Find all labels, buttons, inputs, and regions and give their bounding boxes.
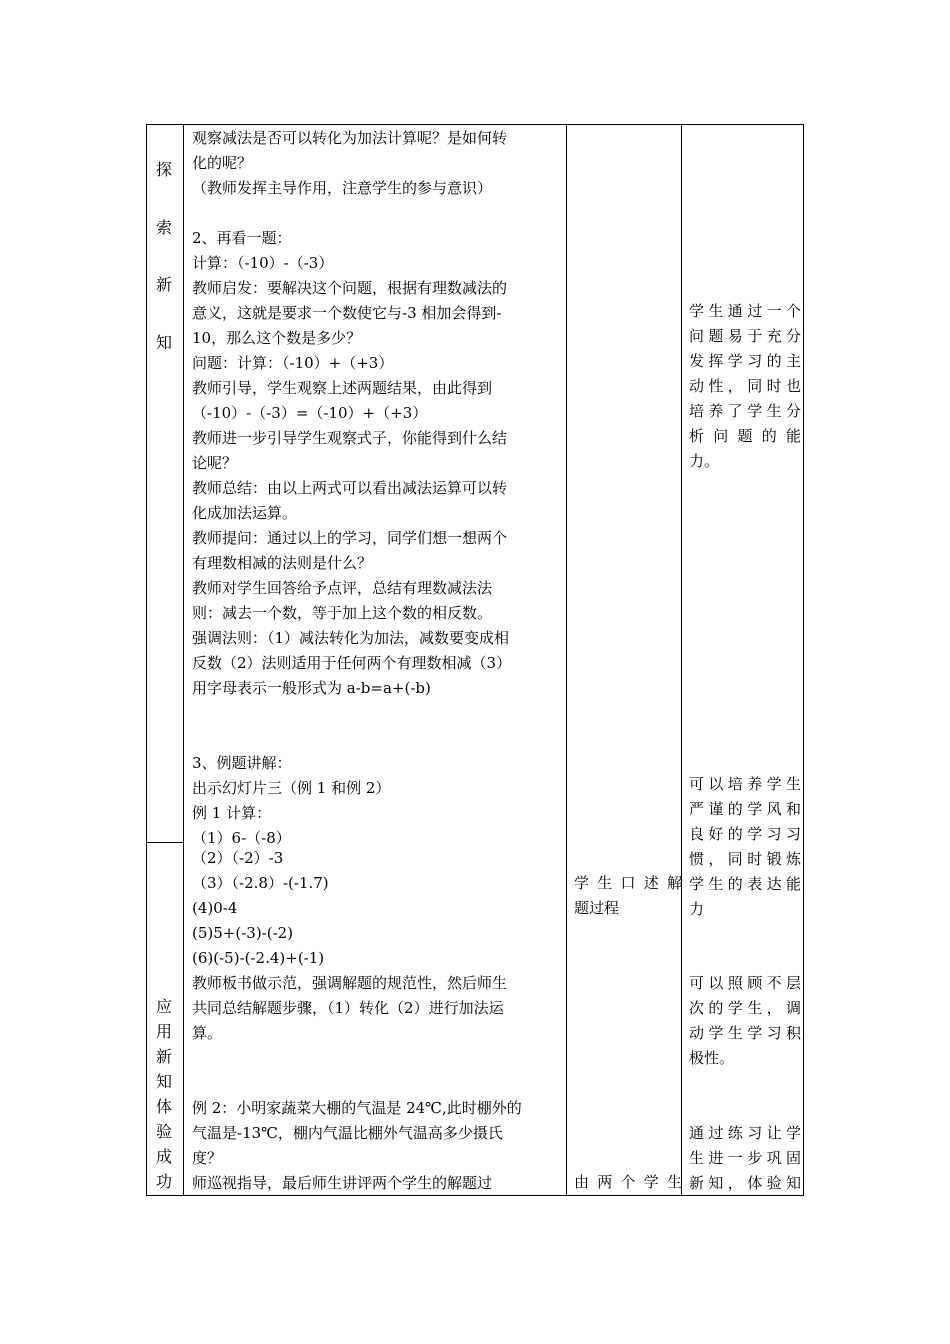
text-line: 10，那么这个数是多少？ — [192, 329, 362, 347]
column-divider-2 — [566, 124, 567, 1196]
stage-char: 新 — [155, 1047, 172, 1066]
stage-char: 新 — [155, 275, 172, 294]
text-line: 通过练习让学 — [689, 1124, 801, 1142]
text-line: 例 2：小明家蔬菜大棚的气温是 24℃,此时棚外的 — [192, 1099, 522, 1117]
text-line: 教师提问：通过以上的学习，同学们想一想两个 — [192, 529, 508, 547]
text-line: (6)(-5)-(-2.4)+(-1) — [192, 949, 325, 967]
text-line: 化成加法运算。 — [192, 504, 298, 522]
text-line: (5)5+(-3)-(-2) — [192, 924, 294, 942]
text-line: 强调法则：（1）减法转化为加法，减数要变成相 — [192, 629, 510, 647]
text-line: 意义，这就是要求一个数使它与-3 相加会得到- — [192, 304, 502, 322]
text-line: 题过程 — [574, 899, 620, 917]
design-intent-rigor — [689, 772, 801, 922]
text-line: 次的学生，调 — [689, 999, 801, 1017]
text-line: 教师总结：由以上两式可以看出减法运算可以转 — [192, 479, 508, 497]
text-line: 共同总结解题步骤，（1）转化（2）进行加法运 — [192, 999, 504, 1017]
text-line: 计算：（-10）-（-3） — [192, 254, 334, 272]
text-line: 可以培养学生 — [689, 775, 801, 793]
text-line: 问题：计算：（-10）+（+3） — [192, 354, 394, 372]
stage-char: 知 — [155, 333, 172, 352]
text-line: 则：减去一个数，等于加上这个数的相反数。 — [192, 604, 493, 622]
stage-row-divider — [146, 842, 184, 843]
stage-char: 索 — [155, 218, 172, 237]
stage-char: 用 — [155, 1022, 172, 1041]
text-line: 极性。 — [689, 1049, 735, 1067]
text-line: （3）（-2.8）-(-1.7) — [192, 874, 329, 892]
table-right-border — [803, 124, 804, 1196]
text-line: 教师对学生回答给予点评，总结有理数减法法 — [192, 579, 493, 597]
text-line: 学生口述解 — [574, 874, 682, 892]
text-line: 教师启发：要解决这个问题，根据有理数减法的 — [192, 279, 508, 297]
text-line: 动性，同时也 — [689, 377, 801, 395]
text-line: （教师发挥主导作用，注意学生的参与意识） — [192, 179, 493, 197]
teaching-process-upper — [192, 126, 511, 851]
student-activity-board — [574, 1170, 682, 1195]
text-line: 学生的表达能 — [689, 875, 801, 893]
text-line: 算。 — [192, 1024, 223, 1042]
text-line: 可以照顾不层 — [689, 974, 801, 992]
text-line: 用字母表示一般形式为 a-b=a+(-b) — [192, 679, 431, 697]
stage-char: 知 — [155, 1072, 172, 1091]
stage-char: 成 — [155, 1147, 172, 1166]
text-line: 力 — [689, 900, 705, 918]
text-line: 由两个学生 — [574, 1173, 682, 1191]
text-line: 生进一步巩固 — [689, 1149, 801, 1167]
text-line: 动学生学习积 — [689, 1024, 801, 1042]
text-line: 教师板书做示范，强调解题的规范性，然后师生 — [192, 974, 508, 992]
text-line: 师巡视指导，最后师生讲评两个学生的解题过 — [192, 1174, 493, 1192]
text-line: 严谨的学风和 — [689, 800, 801, 818]
design-intent-levels — [689, 971, 801, 1071]
text-line: （2）（-2）-3 — [192, 849, 284, 867]
stage-char: 验 — [155, 1122, 172, 1141]
text-line: 例 1 计算： — [192, 804, 272, 822]
text-line: 有理数相减的法则是什么？ — [192, 554, 373, 572]
text-line: 化的呢？ — [192, 154, 253, 172]
design-intent-initiative — [689, 299, 801, 474]
text-line: （1）6-（-8） — [192, 829, 291, 847]
text-line: 问题易于充分 — [689, 327, 801, 345]
text-line — [192, 201, 511, 226]
text-line — [192, 701, 511, 726]
text-line: 教师引导，学生观察上述两题结果，由此得到 — [192, 379, 493, 397]
text-line: 观察减法是否可以转化为加法计算呢？是如何转 — [192, 129, 508, 147]
text-line: 惯，同时锻炼 — [689, 850, 801, 868]
text-line: 新知，体验知 — [689, 1174, 801, 1192]
text-line: 论呢？ — [192, 454, 238, 472]
column-divider-3 — [681, 124, 682, 1196]
student-activity-oral — [574, 871, 682, 921]
text-line: 反数（2）法则适用于任何两个有理数相减（3） — [192, 654, 512, 672]
text-line: (4)0-4 — [192, 899, 238, 917]
teaching-process-lower — [192, 846, 522, 1196]
stage-apply-label — [147, 994, 181, 1194]
stage-char: 功 — [155, 1172, 172, 1191]
text-line: 发挥学习的主 — [689, 352, 801, 370]
stage-char: 体 — [155, 1097, 172, 1116]
table-top-border — [146, 124, 804, 125]
stage-char: 应 — [155, 997, 172, 1016]
text-line: 度？ — [192, 1149, 223, 1167]
text-line: 力。 — [689, 452, 720, 470]
text-line — [192, 726, 511, 751]
text-line: 析问题的能 — [689, 427, 801, 445]
text-line — [192, 1071, 522, 1096]
text-line: 出示幻灯片三（例 1 和例 2） — [192, 779, 391, 797]
text-line: 气温是-13℃，棚内气温比棚外气温高多少摄氏 — [192, 1124, 503, 1142]
text-line: 培养了学生分 — [689, 402, 801, 420]
text-line: 教师进一步引导学生观察式子，你能得到什么结 — [192, 429, 508, 447]
text-line: 良好的学习习 — [689, 825, 801, 843]
design-intent-practice — [689, 1121, 801, 1196]
stage-char: 探 — [155, 160, 172, 179]
column-divider-1 — [183, 124, 184, 1196]
text-line: 学生通过一个 — [689, 302, 801, 320]
text-line — [192, 1046, 522, 1071]
text-line: 2、再看一题： — [192, 229, 292, 247]
text-line: （-10）-（-3）=（-10）+（+3） — [192, 404, 428, 422]
text-line: 3、例题讲解： — [192, 754, 292, 772]
